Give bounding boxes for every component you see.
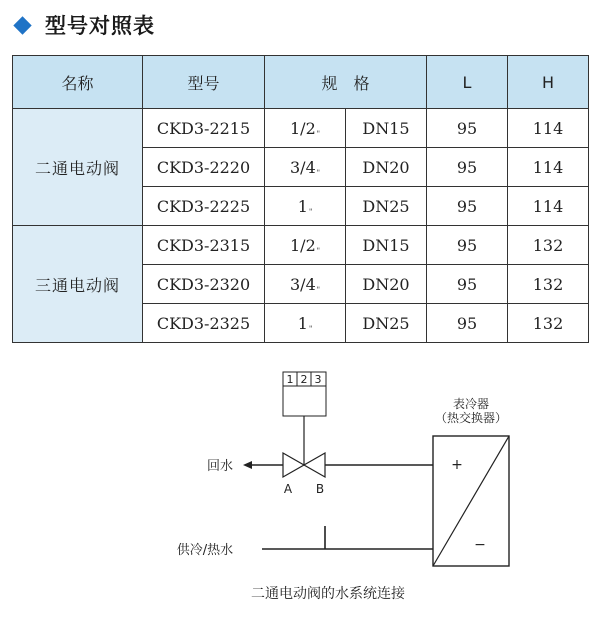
inch-mark: " [316,129,320,138]
return-water-label: 回水 [206,459,234,474]
actuator-cell-2: 2 [300,373,308,386]
dn-cell: DN15 [346,226,427,265]
l-cell: 95 [427,109,508,148]
size-value: 1/2 [290,235,316,255]
dn-cell: DN20 [346,265,427,304]
h-cell: 114 [508,109,589,148]
h-cell: 114 [508,187,589,226]
water-system-diagram [0,350,600,620]
size-cell [265,265,346,304]
size-value: 1 [297,313,308,333]
valve-left-triangle [283,453,304,477]
coil-minus-sign: − [474,537,486,553]
h-cell: 132 [508,265,589,304]
header-model: 型号 [143,56,265,109]
table-row [13,109,589,148]
table-header-row [13,56,589,109]
model-cell: CKD3-2215 [143,109,265,148]
return-arrow-icon [243,461,252,469]
dn-cell: DN15 [346,109,427,148]
inch-mark: " [316,246,320,255]
h-cell: 132 [508,304,589,343]
size-value: 3/4 [290,274,316,294]
coil-subtitle: （热交换器） [434,411,508,425]
dn-cell: DN25 [346,304,427,343]
supply-water-label: 供冷/热水 [176,543,234,558]
size-cell [265,109,346,148]
size-cell [265,304,346,343]
table-row [13,226,589,265]
actuator-cell-3: 3 [314,373,322,386]
model-cell: CKD3-2325 [143,304,265,343]
header-name: 名称 [13,56,143,109]
l-cell: 95 [427,226,508,265]
heat-exchanger-diagonal [433,436,509,566]
h-cell: 114 [508,148,589,187]
model-cell: CKD3-2315 [143,226,265,265]
l-cell: 95 [427,187,508,226]
header-L: L [427,56,508,109]
port-a-label: A [283,482,293,496]
inch-mark: " [308,207,313,216]
size-value: 3/4 [290,157,316,177]
size-cell [265,187,346,226]
port-b-label: B [315,482,325,496]
l-cell: 95 [427,148,508,187]
size-value: 1/2 [290,118,316,138]
l-cell: 95 [427,304,508,343]
coil-plus-sign: + [451,457,463,473]
model-cell: CKD3-2320 [143,265,265,304]
coil-title: 表冷器 [452,397,490,411]
valve-type-cell: 二通电动阀 [13,109,143,226]
header-H: H [508,56,589,109]
size-value: 1 [297,196,308,216]
l-cell: 95 [427,265,508,304]
model-cell: CKD3-2220 [143,148,265,187]
valve-right-triangle [304,453,325,477]
section-heading [12,10,155,40]
valve-type-cell: 三通电动阀 [13,226,143,343]
diamond-bullet-icon [13,16,31,34]
size-cell [265,226,346,265]
diagram-caption: 二通电动阀的水系统连接 [251,586,405,602]
h-cell: 132 [508,226,589,265]
inch-mark: " [316,285,320,294]
actuator-cell-1: 1 [286,373,294,386]
model-comparison-table [12,55,589,343]
size-cell [265,148,346,187]
dn-cell: DN25 [346,187,427,226]
inch-mark: " [308,324,313,333]
inch-mark: " [316,168,320,177]
header-spec: 规 格 [265,56,427,109]
dn-cell: DN20 [346,148,427,187]
model-cell: CKD3-2225 [143,187,265,226]
section-title: 型号对照表 [45,14,155,38]
